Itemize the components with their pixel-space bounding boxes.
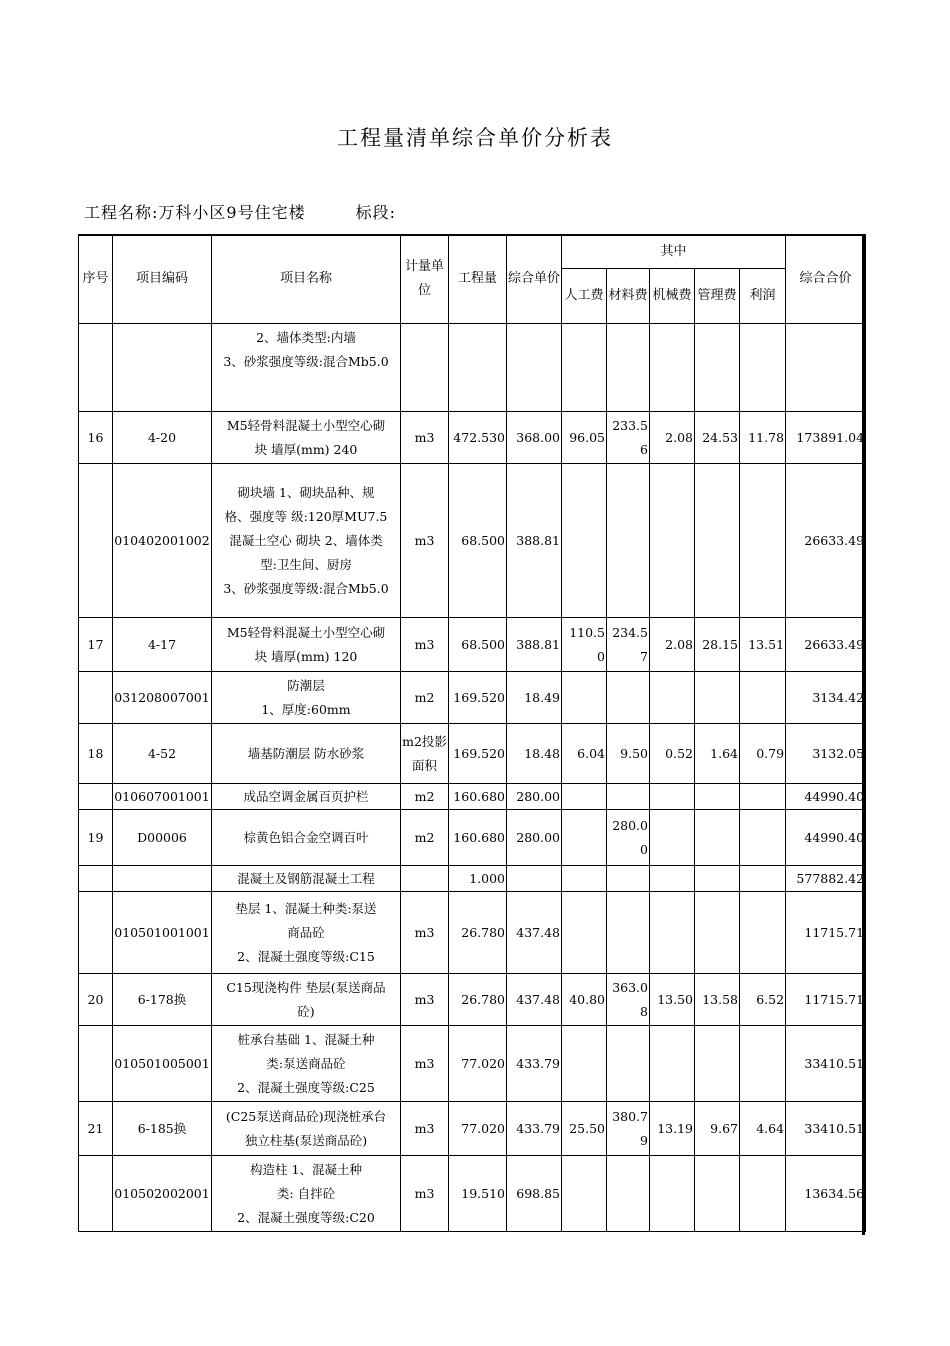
name-line: 3、砂浆强度等级:混合Mb5.0 <box>223 354 389 369</box>
unit-cell: m2 <box>401 672 449 724</box>
total-cell: 11715.71 <box>786 974 866 1026</box>
unit-cell: m2 <box>401 810 449 866</box>
total-cell: 33410.51 <box>786 1026 866 1102</box>
labor-cell: 40.80 <box>562 974 607 1026</box>
header-qty: 工程量 <box>449 235 507 324</box>
name-line: 格、强度等 级:120厚MU7.5 <box>224 508 388 524</box>
labor-cell <box>562 892 607 974</box>
seq-cell: 16 <box>79 412 113 464</box>
name-cell <box>212 672 401 724</box>
seq-cell <box>79 464 113 618</box>
price-cell: 437.48 <box>507 974 562 1026</box>
price-cell <box>507 866 562 892</box>
unit-cell <box>401 324 449 412</box>
qty-cell: 68.500 <box>449 464 507 618</box>
table-row <box>79 412 866 464</box>
material-cell: 9.50 <box>607 724 650 784</box>
machine-cell: 13.19 <box>650 1102 695 1156</box>
seq-cell <box>79 866 113 892</box>
material-cell: 363.08 <box>607 974 650 1026</box>
mgmt-cell: 24.53 <box>695 412 740 464</box>
qty-cell: 160.680 <box>449 784 507 810</box>
name-line: 型:卫生间、厨房 <box>260 556 352 572</box>
code-cell: 010501001001 <box>113 892 212 974</box>
name-line: 独立柱基(泵送商品砼) <box>244 1132 368 1148</box>
table-row <box>79 324 866 412</box>
header-name: 项目名称 <box>212 235 401 324</box>
machine-cell: 13.50 <box>650 974 695 1026</box>
profit-cell: 0.79 <box>740 724 786 784</box>
material-cell: 234.57 <box>607 618 650 672</box>
table-row <box>79 784 866 810</box>
qty-cell: 19.510 <box>449 1156 507 1232</box>
table-row <box>79 672 866 724</box>
code-cell: 010502002001 <box>113 1156 212 1232</box>
price-cell: 18.48 <box>507 724 562 784</box>
machine-cell: 0.52 <box>650 724 695 784</box>
name-line: 块 墙厚(mm) 240 <box>254 441 358 457</box>
labor-cell <box>562 810 607 866</box>
total-cell: 33410.51 <box>786 1102 866 1156</box>
total-cell: 44990.40 <box>786 810 866 866</box>
name-line: 类:泵送商品砼 <box>266 1055 346 1071</box>
header-price: 综合单价 <box>507 235 562 324</box>
total-cell: 26633.49 <box>786 618 866 672</box>
seq-cell <box>79 1026 113 1102</box>
seq-cell <box>79 1156 113 1232</box>
table-row <box>79 618 866 672</box>
labor-cell <box>562 1026 607 1102</box>
code-cell: 4-52 <box>113 724 212 784</box>
profit-cell <box>740 672 786 724</box>
unit-cell: m3 <box>401 1102 449 1156</box>
name-cell <box>212 1156 401 1232</box>
machine-cell <box>650 1026 695 1102</box>
mgmt-cell <box>695 866 740 892</box>
name-cell <box>212 784 401 810</box>
name-line: 3、砂浆强度等级:混合Mb5.0 <box>223 580 389 596</box>
mgmt-cell: 28.15 <box>695 618 740 672</box>
name-cell <box>212 324 401 412</box>
profit-cell: 6.52 <box>740 974 786 1026</box>
qty-cell: 77.020 <box>449 1102 507 1156</box>
qty-cell: 472.530 <box>449 412 507 464</box>
code-cell: 4-20 <box>113 412 212 464</box>
total-cell: 3132.05 <box>786 724 866 784</box>
code-cell: 6-185换 <box>113 1102 212 1156</box>
material-cell <box>607 324 650 412</box>
name-line: M5轻骨料混凝土小型空心砌 <box>226 417 386 433</box>
seq-cell <box>79 672 113 724</box>
name-cell <box>212 724 401 784</box>
header-profit: 利润 <box>740 269 786 324</box>
labor-cell <box>562 1156 607 1232</box>
header-code: 项目编码 <box>113 235 212 324</box>
project-info <box>84 200 396 223</box>
table-row <box>79 1102 866 1156</box>
total-cell <box>786 324 866 412</box>
code-cell: 010402001002 <box>113 464 212 618</box>
qty-cell: 160.680 <box>449 810 507 866</box>
total-cell: 173891.04 <box>786 412 866 464</box>
code-cell: 010607001001 <box>113 784 212 810</box>
profit-cell <box>740 1156 786 1232</box>
price-cell: 388.81 <box>507 618 562 672</box>
seq-cell <box>79 784 113 810</box>
qty-cell: 169.520 <box>449 724 507 784</box>
name-line: 混凝土空心 砌块 2、墙体类 <box>229 532 383 548</box>
name-line: 墙基防潮层 防水砂浆 <box>247 745 365 761</box>
qty-cell: 26.780 <box>449 892 507 974</box>
machine-cell <box>650 784 695 810</box>
unit-cell: m3 <box>401 1026 449 1102</box>
qty-cell <box>449 324 507 412</box>
header-material: 材料费 <box>607 269 650 324</box>
profit-cell <box>740 1026 786 1102</box>
material-cell <box>607 784 650 810</box>
profit-cell: 4.64 <box>740 1102 786 1156</box>
name-line: 2、墙体类型:内墙 <box>256 330 356 345</box>
name-cell <box>212 892 401 974</box>
total-cell: 26633.49 <box>786 464 866 618</box>
header-unit: 计量单位 <box>401 235 449 324</box>
table-row <box>79 464 866 618</box>
material-cell <box>607 1156 650 1232</box>
name-line: 2、混凝土强度等级:C20 <box>237 1209 375 1225</box>
qty-cell: 1.000 <box>449 866 507 892</box>
labor-cell <box>562 464 607 618</box>
qty-cell: 68.500 <box>449 618 507 672</box>
code-cell <box>113 866 212 892</box>
mgmt-cell <box>695 892 740 974</box>
qty-cell: 169.520 <box>449 672 507 724</box>
machine-cell <box>650 810 695 866</box>
unit-cell: m3 <box>401 974 449 1026</box>
unit-cell: m3 <box>401 412 449 464</box>
name-line: 构造柱 1、混凝土种 <box>250 1161 362 1177</box>
mgmt-cell <box>695 784 740 810</box>
table-body <box>79 324 866 1232</box>
table-row <box>79 974 866 1026</box>
header-labor: 人工费 <box>562 269 607 324</box>
machine-cell <box>650 892 695 974</box>
mgmt-cell <box>695 1156 740 1232</box>
name-line: C15现浇构件 垫层(泵送商品 <box>226 979 386 995</box>
unit-cell: m2投影面积 <box>401 724 449 784</box>
price-cell <box>507 324 562 412</box>
labor-cell <box>562 784 607 810</box>
name-line: 防潮层 <box>287 677 325 693</box>
material-cell: 233.56 <box>607 412 650 464</box>
code-cell: 031208007001 <box>113 672 212 724</box>
machine-cell <box>650 464 695 618</box>
mgmt-cell <box>695 672 740 724</box>
price-cell: 368.00 <box>507 412 562 464</box>
segment-label: 标段: <box>355 203 396 222</box>
price-cell: 280.00 <box>507 784 562 810</box>
name-cell <box>212 618 401 672</box>
material-cell <box>607 464 650 618</box>
name-line: 1、厚度:60mm <box>261 701 351 717</box>
machine-cell: 2.08 <box>650 412 695 464</box>
qty-cell: 77.020 <box>449 1026 507 1102</box>
name-line: 棕黄色铝合金空调百叶 <box>243 829 369 845</box>
name-cell <box>212 810 401 866</box>
header-machine: 机械费 <box>650 269 695 324</box>
name-cell <box>212 412 401 464</box>
table-row <box>79 1156 866 1232</box>
material-cell <box>607 672 650 724</box>
profit-cell <box>740 784 786 810</box>
price-cell: 698.85 <box>507 1156 562 1232</box>
labor-cell: 110.50 <box>562 618 607 672</box>
machine-cell <box>650 672 695 724</box>
name-cell <box>212 1102 401 1156</box>
machine-cell <box>650 324 695 412</box>
profit-cell <box>740 324 786 412</box>
price-cell: 433.79 <box>507 1102 562 1156</box>
seq-cell: 20 <box>79 974 113 1026</box>
price-cell: 433.79 <box>507 1026 562 1102</box>
table-row <box>79 724 866 784</box>
material-cell: 380.79 <box>607 1102 650 1156</box>
name-line: 商品砼 <box>287 924 325 940</box>
name-line: 垫层 1、混凝土种类:泵送 <box>235 900 377 916</box>
labor-cell: 6.04 <box>562 724 607 784</box>
name-line: 块 墙厚(mm) 120 <box>254 648 358 664</box>
name-line: 2、混凝土强度等级:C25 <box>237 1079 375 1095</box>
material-cell <box>607 892 650 974</box>
machine-cell <box>650 866 695 892</box>
name-line: M5轻骨料混凝土小型空心砌 <box>226 624 386 640</box>
mgmt-cell <box>695 464 740 618</box>
name-cell <box>212 464 401 618</box>
name-line: 桩承台基础 1、混凝土种 <box>237 1031 375 1047</box>
labor-cell <box>562 866 607 892</box>
header-group: 其中 <box>562 235 786 269</box>
labor-cell <box>562 672 607 724</box>
header-mgmt: 管理费 <box>695 269 740 324</box>
machine-cell <box>650 1156 695 1232</box>
project-name: 工程名称:万科小区9号住宅楼 <box>84 203 306 222</box>
labor-cell: 25.50 <box>562 1102 607 1156</box>
price-cell: 388.81 <box>507 464 562 618</box>
name-cell <box>212 866 401 892</box>
qty-cell: 26.780 <box>449 974 507 1026</box>
code-cell: 4-17 <box>113 618 212 672</box>
total-cell: 11715.71 <box>786 892 866 974</box>
name-line: 混凝土及钢筋混凝土工程 <box>237 870 375 886</box>
table-row <box>79 892 866 974</box>
profit-cell <box>740 464 786 618</box>
mgmt-cell: 1.64 <box>695 724 740 784</box>
table-row <box>79 810 866 866</box>
total-cell: 44990.40 <box>786 784 866 810</box>
material-cell <box>607 1026 650 1102</box>
table-row <box>79 1026 866 1102</box>
name-line: 2、混凝土强度等级:C15 <box>237 948 375 964</box>
unit-cell <box>401 866 449 892</box>
table-row <box>79 866 866 892</box>
seq-cell: 19 <box>79 810 113 866</box>
total-cell: 13634.56 <box>786 1156 866 1232</box>
mgmt-cell <box>695 810 740 866</box>
page-title: 工程量清单综合单价分析表 <box>337 126 613 150</box>
profit-cell <box>740 892 786 974</box>
unit-cell: m3 <box>401 892 449 974</box>
analysis-table <box>78 234 866 1232</box>
total-cell: 577882.42 <box>786 866 866 892</box>
seq-cell: 21 <box>79 1102 113 1156</box>
code-cell <box>113 324 212 412</box>
unit-cell: m3 <box>401 618 449 672</box>
machine-cell: 2.08 <box>650 618 695 672</box>
profit-cell: 13.51 <box>740 618 786 672</box>
seq-cell <box>79 892 113 974</box>
code-cell: 6-178换 <box>113 974 212 1026</box>
mgmt-cell: 13.58 <box>695 974 740 1026</box>
mgmt-cell <box>695 1026 740 1102</box>
total-cell: 3134.42 <box>786 672 866 724</box>
profit-cell <box>740 810 786 866</box>
unit-cell: m3 <box>401 1156 449 1232</box>
name-line: 类: 自拌砼 <box>276 1185 336 1201</box>
name-line: 砼) <box>297 1003 315 1019</box>
price-cell: 437.48 <box>507 892 562 974</box>
labor-cell <box>562 324 607 412</box>
profit-cell: 11.78 <box>740 412 786 464</box>
seq-cell: 18 <box>79 724 113 784</box>
price-cell: 280.00 <box>507 810 562 866</box>
price-cell: 18.49 <box>507 672 562 724</box>
mgmt-cell: 9.67 <box>695 1102 740 1156</box>
labor-cell: 96.05 <box>562 412 607 464</box>
seq-cell: 17 <box>79 618 113 672</box>
profit-cell <box>740 866 786 892</box>
name-cell <box>212 1026 401 1102</box>
name-line: 砌块墙 1、砌块品种、规 <box>237 484 375 500</box>
header-total: 综合合价 <box>786 235 866 324</box>
name-line: 成品空调金属百页护栏 <box>243 788 369 804</box>
code-cell: 010501005001 <box>113 1026 212 1102</box>
header-seq: 序号 <box>79 235 113 324</box>
material-cell <box>607 866 650 892</box>
mgmt-cell <box>695 324 740 412</box>
unit-cell: m2 <box>401 784 449 810</box>
material-cell: 280.00 <box>607 810 650 866</box>
code-cell: D00006 <box>113 810 212 866</box>
seq-cell <box>79 324 113 412</box>
name-line: (C25泵送商品砼)现浇桩承台 <box>225 1108 387 1124</box>
name-cell <box>212 974 401 1026</box>
unit-cell: m3 <box>401 464 449 618</box>
